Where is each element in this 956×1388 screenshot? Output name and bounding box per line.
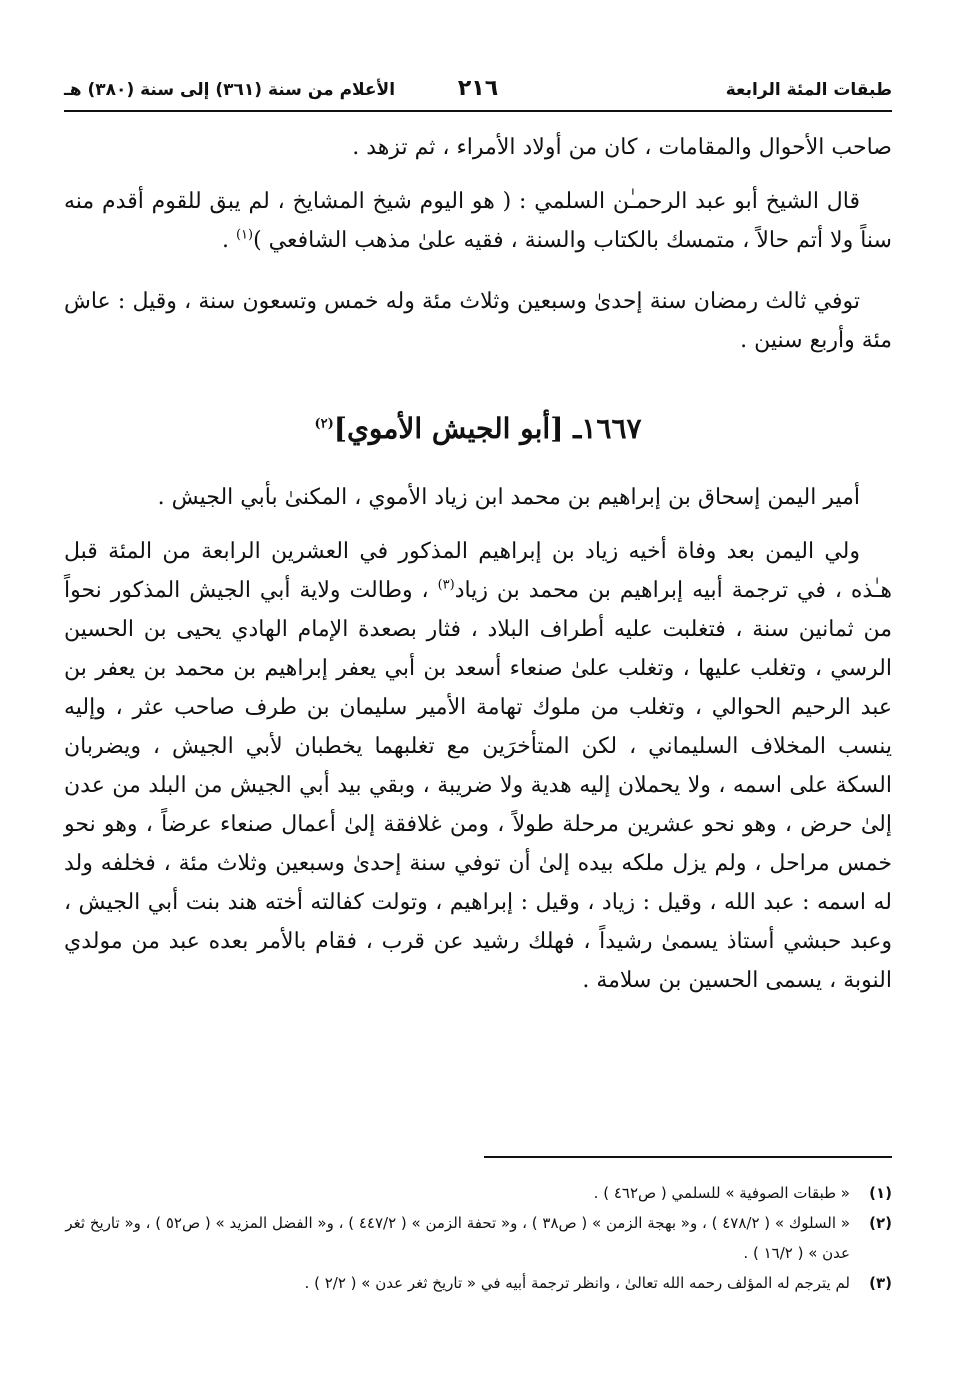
footnote-number: (١) [869, 1184, 892, 1202]
footnote-divider [484, 1156, 892, 1158]
header-years-range: الأعلام من سنة (٣٦١) إلى سنة (٣٨٠) هـ [64, 80, 396, 100]
footnote-ref-3[interactable]: (٣) [437, 577, 455, 593]
paragraph-1 [64, 128, 892, 167]
entry-heading [64, 412, 892, 445]
footnote-number: (٣) [869, 1274, 892, 1292]
paragraph-4 [64, 478, 892, 517]
paragraph-2-tail: . [221, 228, 236, 253]
paragraph-4-text: أمير اليمن إسحاق بن إبراهيم بن محمد ابن زياد الأموي ، المكنىٰ بأبي الجيش . [157, 485, 860, 510]
paragraph-5-text-b: ، وطالت ولاية أبي الجيش المذكور نحواً من ثمانين سنة ، فتغلبت عليه أطراف البلاد ، فثار بصعدة الإمام الهادي يحيى بن الحسين الرسي ، وتغلب عليها ، وتغلب علىٰ صنعاء أسعد بن أبي يعفر إبراهيم بن محمد بن يعفر بن عبد الرحيم الحوالي ، وتغلب من ملوك تهامة الأمير سليمان بن طرف صاحب عثر ، وإليه ينسب المخلاف السليماني ، لكن المتأخرَين مع تغلبهما يخطبان لأبي الجيش ، ويضربان السكة على اسمه ، ولا يحملان إليه هدية ولا ضريبة ، وبقي بيد أبي الجيش من البلد من عدن إلىٰ حرض ، وهو نحو عشرين مرحلة طولاً ، ومن غلافقة إلىٰ أعمال صنعاء عرضاً ، وهو نحو خمس مراحل ، ولم يزل ملكه بيده إلىٰ أن توفي سنة إحدىٰ وسبعين وثلاث مئة ، فخلفه ولد له اسمه : عبد الله ، وقيل : زياد ، وقيل : إبراهيم ، وتولت كفالته أخته هند بنت أبي الجيش ، وعبد حبشي أستاذ يسمىٰ رشيداً ، فهلك رشيد عن قرب ، فقام بالأمر بعده عبد من مولدي النوبة ، يسمى الحسين بن سلامة . [64, 578, 892, 993]
paragraph-3 [64, 282, 892, 360]
running-header [64, 76, 892, 112]
footnote-item [64, 1208, 892, 1268]
footnote-item [64, 1178, 892, 1208]
paragraph-3-text: توفي ثالث رمضان سنة إحدىٰ وسبعين وثلاث مئة وله خمس وتسعون سنة ، وقيل : عاش مئة وأربع سنين . [64, 289, 892, 353]
footnotes [64, 1178, 892, 1298]
page-number: ٢١٦ [457, 76, 499, 101]
entry-title: ١٦٦٧ـ [أبو الجيش الأموي] [333, 412, 642, 445]
paragraph-2-text: قال الشيخ أبو عبد الرحمـٰن السلمي : ( هو اليوم شيخ المشايخ ، لم يبق للقوم أقدم منه سناً ولا أتم حالاً ، متمسك بالكتاب والسنة ، فقيه علىٰ مذهب الشافعي ) [64, 189, 892, 253]
footnote-text: « السلوك » ( ٤٧٨/٢ ) ، و« بهجة الزمن » ( ص٣٨ ) ، و« تحفة الزمن » ( ٤٤٧/٢ ) ، و« الفضل المزيد » ( ص٥٢ ) ، و« تاريخ ثغر عدن » ( ١٦/٢ ) . [65, 1214, 850, 1262]
paragraph-2 [64, 182, 892, 260]
footnote-text: « طبقات الصوفية » للسلمي ( ص٤٦٢ ) . [593, 1184, 850, 1202]
paragraph-5-text-a: ولي اليمن بعد وفاة أخيه زياد بن إبراهيم المذكور في العشرين الرابعة من المئة قبل هـٰذه ، في ترجمة أبيه إبراهيم بن محمد بن زياد [64, 539, 892, 603]
footnote-text: لم يترجم له المؤلف رحمه الله تعالىٰ ، وانظر ترجمة أبيه في « تاريخ ثغر عدن » ( ٢/٢ ) . [304, 1274, 850, 1292]
footnote-ref-1[interactable]: (١) [235, 227, 254, 243]
paragraph-5 [64, 532, 892, 1000]
footnote-number: (٢) [869, 1214, 892, 1232]
paragraph-1-text: صاحب الأحوال والمقامات ، كان من أولاد الأمراء ، ثم تزهد . [352, 135, 892, 160]
header-book-section: طبقات المئة الرابعة [725, 80, 892, 100]
footnote-ref-2[interactable]: (٢) [314, 416, 334, 432]
footnote-item [64, 1268, 892, 1298]
